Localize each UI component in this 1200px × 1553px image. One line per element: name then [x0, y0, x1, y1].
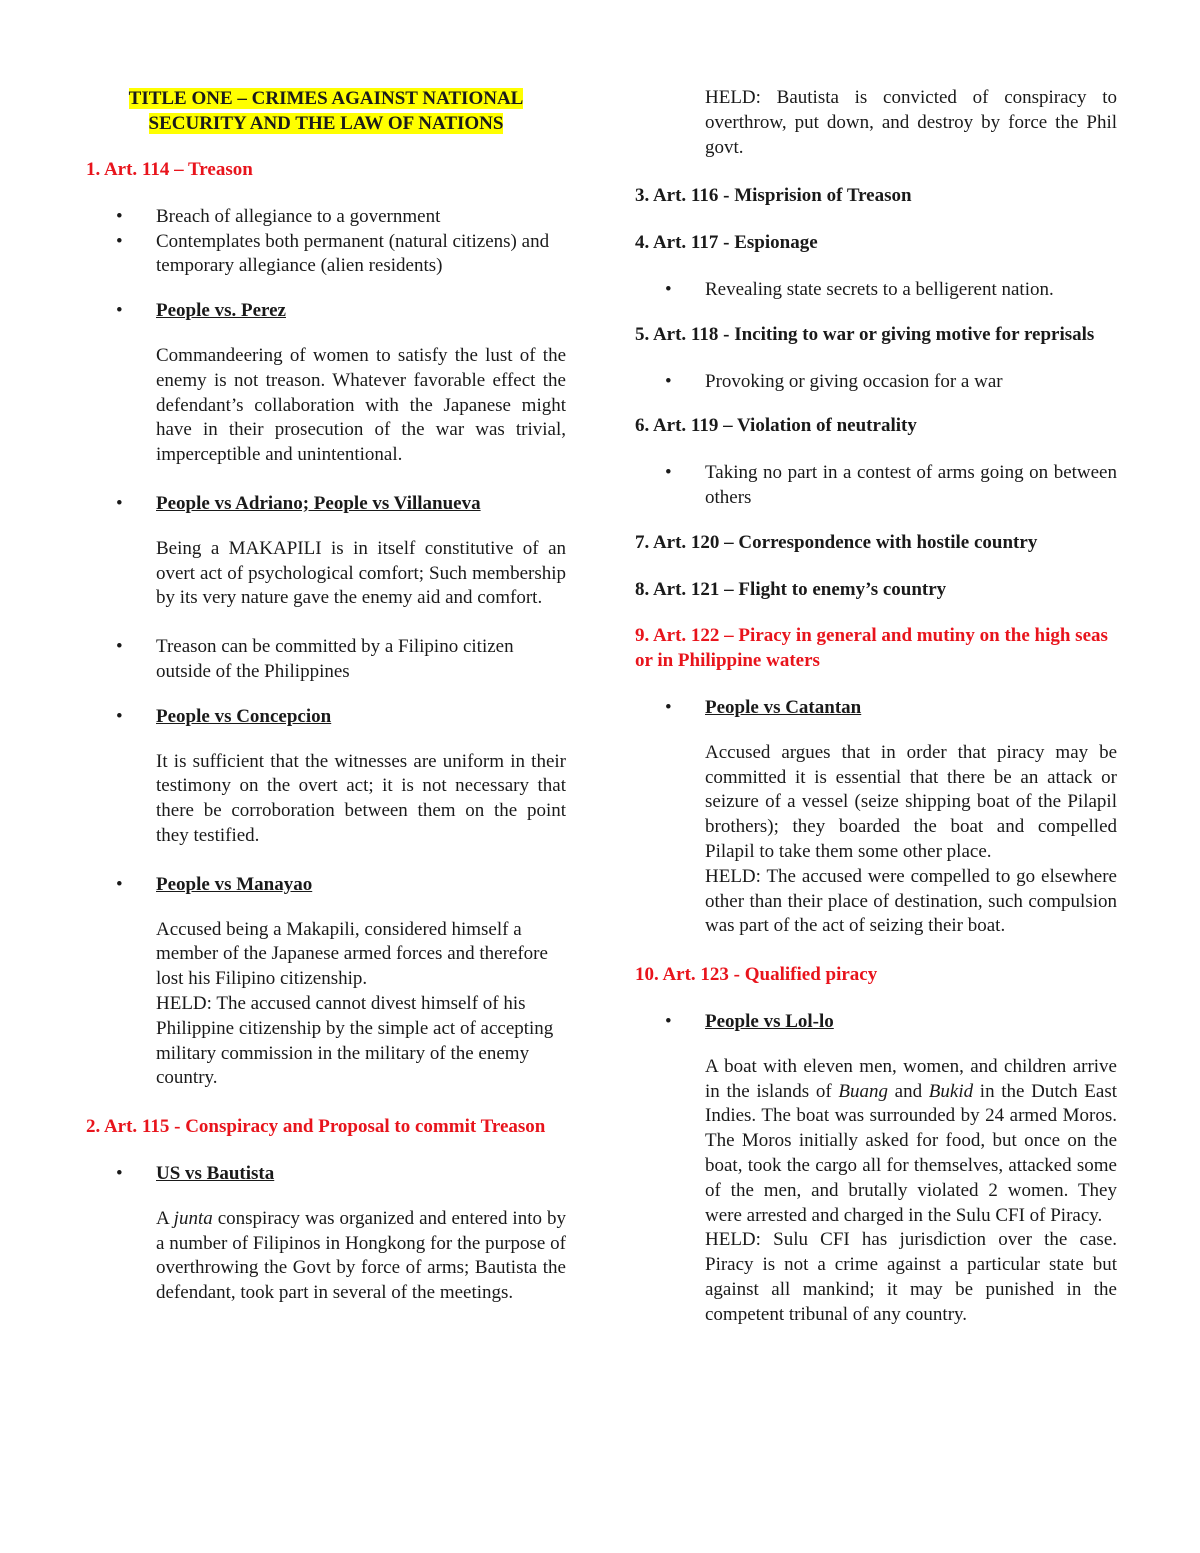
case-perez: [86, 299, 566, 324]
heading-art-116: 3. Art. 116 - Misprision of Treason: [635, 185, 912, 207]
case-adriano: [86, 492, 566, 517]
heading-art-122: 9. Art. 122 – Piracy in general and mutiny on the high seas or in Philippine waters: [635, 625, 1108, 672]
bullet-treason-outside: • Treason can be committed by a Filipino citizen outside of the Philippines: [86, 635, 566, 685]
case-text-bautista: A junta conspiracy was organized and entered into by a number of Filipinos in Hongkong for the purpose of overthrowing the Govt by force of arms; Bautista the defendant, took part in several of the meetings.: [156, 1207, 566, 1304]
heading-art-114: 1. Art. 114 – Treason: [86, 159, 253, 180]
bullet-breach: • Breach of allegiance to a government: [86, 205, 566, 230]
heading-art-121: 8. Art. 121 – Flight to enemy’s country: [635, 578, 947, 600]
case-held-catantan: HELD: The accused were compelled to go elsewhere other than their place of destination, such compulsion was part of the act of seizing their boat.: [705, 865, 1117, 937]
case-title-lol-lo: People vs Lol-lo: [705, 1010, 834, 1032]
bullet-espionage: • Revealing state secrets to a belligerent nation.: [635, 278, 1117, 303]
treason-outside-bullet: [86, 635, 566, 685]
case-lol-lo: [635, 1010, 1117, 1035]
case-text-lol-lo: A boat with eleven men, women, and children arrive in the islands of Buang and Bukid in the Dutch East Indies. The boat was surrounded by 24 armed Moros. The Moros initially asked for food, but once on the boat, took the cargo all for themselves, attacked some of the men, and brutally violated 2 women. They were arrested and charged in the Sulu CFI of Piracy.: [705, 1055, 1117, 1226]
art-118-bullets: [635, 370, 1117, 395]
heading-art-117: 4. Art. 117 - Espionage: [635, 232, 818, 254]
heading-art-119: 6. Art. 119 – Violation of neutrality: [635, 415, 917, 437]
art-114-bullets: [86, 205, 566, 279]
left-column: [86, 86, 566, 1330]
case-bautista: [86, 1162, 566, 1187]
case-manayao: [86, 873, 566, 898]
heading-art-118: 5. Art. 118 - Inciting to war or giving motive for reprisals: [635, 323, 1095, 345]
heading-art-123: 10. Art. 123 - Qualified piracy: [635, 964, 878, 986]
case-held-manayao: HELD: The accused cannot divest himself of his Philippine citizenship by the simple act of accepting military commission in the military of the enemy country.: [156, 992, 554, 1089]
case-title-manayao: People vs Manayao: [156, 873, 313, 895]
case-title-catantan: People vs Catantan: [705, 696, 862, 718]
bullet-contemplates: • Contemplates both permanent (natural citizens) and temporary allegiance (alien residents): [86, 230, 566, 280]
case-text-manayao: Accused being a Makapili, considered himself a member of the Japanese armed forces and therefore lost his Filipino citizenship.: [156, 918, 548, 990]
place-buang: Buang: [838, 1080, 888, 1102]
case-text-adriano: Being a MAKAPILI is in itself constitutive of an overt act of psychological comfort; Such membership by its very nature gave the enemy aid and comfort.: [156, 537, 566, 609]
held-bautista: HELD: Bautista is convicted of conspiracy to overthrow, put down, and destroy by force the Phil govt.: [705, 87, 1117, 158]
document-title: [86, 86, 566, 136]
title-line-1: TITLE ONE – CRIMES AGAINST NATIONAL: [128, 88, 524, 109]
right-column: [635, 86, 1117, 1351]
case-title-concepcion: People vs Concepcion: [156, 705, 332, 727]
case-title-perez: People vs. Perez: [156, 300, 286, 322]
junta-term: junta: [173, 1207, 213, 1229]
case-text-catantan: Accused argues that in order that piracy may be committed it is essential that there be an attack or seizure of a vessel (seize shipping boat of the Pilapil brothers); they boarded the boat and compelled Pilapil to take them some other place.: [705, 741, 1117, 862]
art-119-bullets: [635, 461, 1117, 511]
case-text-concepcion: It is sufficient that the witnesses are uniform in their testimony on the overt act; it is not necessary that there be corroboration between them on the point they testified.: [156, 750, 566, 846]
case-text-perez: Commandeering of women to satisfy the lust of the enemy is not treason. Whatever favorable effect the defendant’s collaboration with the Japanese might have in their prosecution of the war was trivial, imperceptible and unintentional.: [156, 344, 566, 466]
heading-art-120: 7. Art. 120 – Correspondence with hostile country: [635, 531, 1038, 553]
case-title-adriano: People vs Adriano; People vs Villanueva: [156, 492, 481, 514]
case-concepcion: [86, 705, 566, 730]
art-117-bullets: [635, 278, 1117, 303]
case-held-lol-lo: HELD: Sulu CFI has jurisdiction over the case. Piracy is not a crime against a particular state but against all mankind; it may be punished in the competent tribunal of any country.: [705, 1229, 1117, 1325]
bullet-inciting: • Provoking or giving occasion for a war: [635, 370, 1117, 395]
title-line-2: SECURITY AND THE LAW OF NATIONS: [148, 113, 504, 134]
bullet-neutrality: • Taking no part in a contest of arms going on between others: [635, 461, 1117, 511]
case-title-bautista: US vs Bautista: [156, 1162, 275, 1184]
place-bukid: Bukid: [928, 1080, 974, 1102]
case-catantan: [635, 696, 1117, 721]
heading-art-115: 2. Art. 115 - Conspiracy and Proposal to commit Treason: [86, 1116, 546, 1138]
